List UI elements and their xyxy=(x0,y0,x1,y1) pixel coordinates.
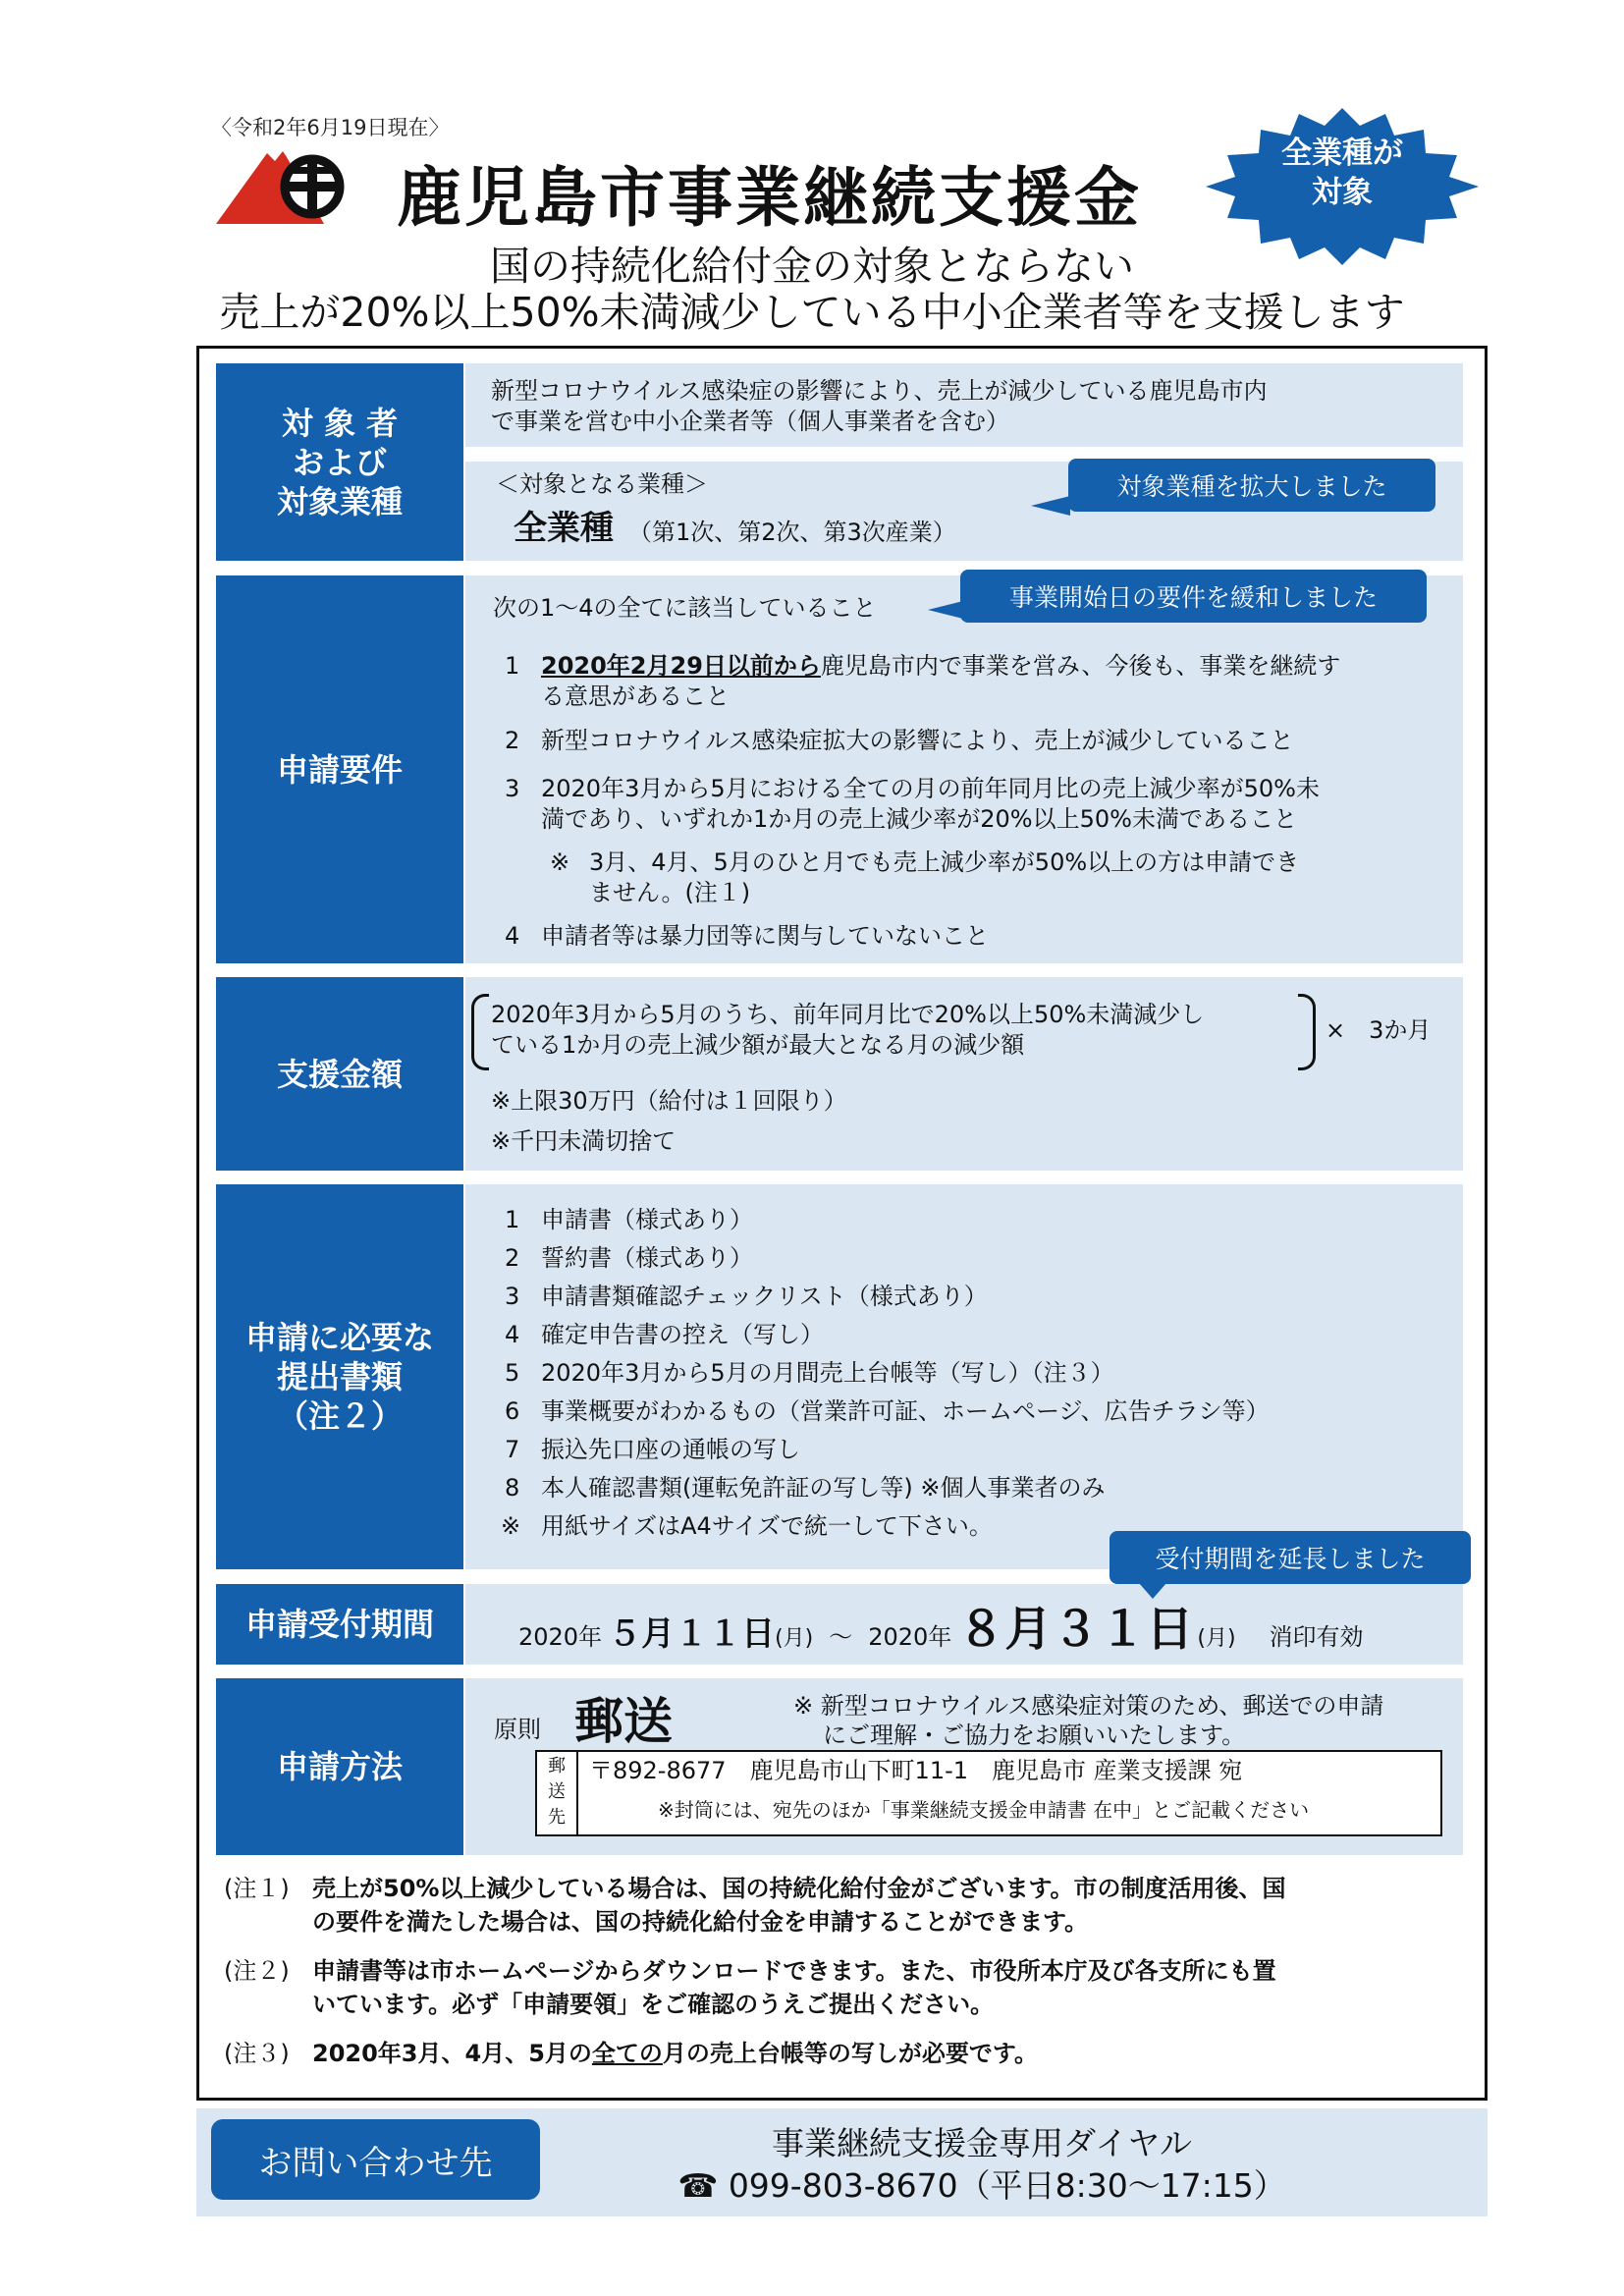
start-day: １１日 xyxy=(675,1614,776,1654)
note-3-prefix: (注３) xyxy=(224,2040,290,2067)
req-1-line1-rest: 鹿児島市内で事業を営み、今後も、事業を継続す xyxy=(820,652,1341,680)
req-2-num: 2 xyxy=(505,727,520,754)
dial-title: 事業継続支援金専用ダイヤル xyxy=(771,2124,1192,2162)
phone-icon: ☎ xyxy=(677,2166,719,2205)
doc-6-text: 事業概要がわかるもの（営業許可証、ホームページ、広告チラシ等） xyxy=(541,1397,1270,1425)
callout-industry-expanded: 対象業種を拡大しました xyxy=(1068,459,1435,512)
mailing-address: 〒892-8677 鹿児島市山下町11-1 鹿児島市 産業支援課 宛 xyxy=(589,1757,1243,1784)
amount-cap-note: ※上限30万円（給付は１回限り） xyxy=(491,1087,847,1115)
documents-label xyxy=(216,1184,463,1569)
doc-5-text: 2020年3月から5月の月間売上台帳等（写し）（注３） xyxy=(541,1359,1114,1387)
end-weekday: (月) xyxy=(1197,1626,1236,1651)
city-emblem-logo xyxy=(216,147,378,226)
phone-number[interactable]: 099-803-8670（平日8:30～17:15） xyxy=(728,2166,1286,2205)
doc-7-num: 7 xyxy=(505,1436,520,1463)
subtitle-line1: 国の持続化給付金の対象とならない xyxy=(490,243,1134,290)
industry-main: 全業種 xyxy=(514,509,614,548)
target-desc-line2: で事業を営む中小企業者等（個人事業者を含む） xyxy=(491,408,1009,435)
documents-label-line2: 提出書類 xyxy=(276,1358,403,1395)
note-1-line2: の要件を満たした場合は、国の持続化給付金を申請することができます。 xyxy=(312,1908,1089,1937)
end-day: ３１日 xyxy=(1052,1602,1194,1657)
doc-4-num: 4 xyxy=(505,1321,520,1348)
req-4-line1: 申請者等は暴力団等に関与していないこと xyxy=(541,922,989,950)
target-label-line1: 対 象 者 xyxy=(281,404,399,442)
end-year: 2020年 xyxy=(868,1623,952,1651)
doc-note-mark: ※ xyxy=(501,1512,521,1540)
end-month: ８月 xyxy=(957,1602,1053,1657)
industry-heading: ＜対象となる業種＞ xyxy=(496,470,708,498)
req-1-num: 1 xyxy=(505,652,520,680)
doc-note-text: 用紙サイズはA4サイズで統一して下さい。 xyxy=(541,1512,993,1540)
doc-2-num: 2 xyxy=(505,1244,520,1272)
req-3-num: 3 xyxy=(505,775,520,802)
note-3-part-a: 2020年3月、4月、5月の xyxy=(312,2040,592,2067)
doc-7-text: 振込先口座の通帳の写し xyxy=(541,1436,800,1463)
period-label: 申請受付期間 xyxy=(216,1584,463,1665)
doc-2-text: 誓約書（様式あり） xyxy=(541,1244,753,1272)
req-1-date: 2020年2月29日以前から xyxy=(541,652,821,680)
requirements-label: 申請要件 xyxy=(216,575,463,963)
badge-line1: 全業種が xyxy=(1281,136,1403,171)
start-month: ５月 xyxy=(608,1614,676,1654)
doc-3-text: 申請書類確認チェックリスト（様式あり） xyxy=(541,1283,988,1310)
contact-button[interactable]: お問い合わせ先 xyxy=(211,2119,540,2200)
documents-label-line1: 申請に必要な xyxy=(244,1319,434,1356)
doc-8-num: 8 xyxy=(505,1474,520,1502)
req-4-num: 4 xyxy=(505,922,520,950)
callout-tail xyxy=(928,601,963,619)
doc-5-num: 5 xyxy=(505,1359,520,1387)
doc-1-text: 申請書（様式あり） xyxy=(541,1206,753,1233)
addr-tag xyxy=(535,1754,578,1831)
addr-tag-char1: 郵 xyxy=(548,1756,566,1777)
target-label-line3: 対象業種 xyxy=(276,482,403,520)
req-1-line1 xyxy=(541,650,1340,683)
method-note-line1: ※ 新型コロナウイルス感染症対策のため、郵送での申請 xyxy=(793,1692,1384,1720)
note-2-line2: いています。必ず「申請要領」をご確認のうえご提出ください。 xyxy=(312,1991,995,2019)
doc-3-num: 3 xyxy=(505,1283,520,1310)
callout-tail xyxy=(1031,496,1070,516)
start-weekday: (月) xyxy=(775,1626,814,1651)
formula-multiplier: × 3か月 xyxy=(1326,1016,1432,1044)
period-tilde: ～ xyxy=(829,1623,853,1651)
period-dates xyxy=(518,1591,1364,1660)
doc-6-num: 6 xyxy=(505,1397,520,1425)
amount-rounding-note: ※千円未満切捨て xyxy=(491,1127,677,1155)
note-1-line1: 売上が50%以上減少している場合は、国の持続化給付金がございます。市の制度活用後、国 xyxy=(312,1875,1286,1902)
note-1 xyxy=(224,1872,1471,1939)
method-label: 申請方法 xyxy=(216,1678,463,1855)
method-principle: 原則 xyxy=(494,1716,541,1743)
req-1-line2: る意思があること xyxy=(541,683,730,710)
method-main: 郵送 xyxy=(574,1693,673,1750)
doc-8-text: 本人確認書類(運転免許証の写し等) ※個人事業者のみ xyxy=(541,1474,1106,1502)
note-3 xyxy=(224,2037,1471,2070)
note-2 xyxy=(224,1954,1471,2021)
doc-4-text: 確定申告書の控え（写し） xyxy=(541,1321,824,1348)
requirements-intro: 次の1～4の全てに該当していること xyxy=(493,594,877,622)
callout-start-date-relaxed: 事業開始日の要件を緩和しました xyxy=(960,570,1427,623)
addr-tag-char2: 送 xyxy=(548,1781,566,1802)
badge-line2: 対象 xyxy=(1312,175,1373,210)
note-3-line1 xyxy=(312,2037,1471,2070)
req-3-line1: 2020年3月から5月における全ての月の前年同月比の売上減少率が50%未 xyxy=(541,775,1320,802)
req-3-line2: 満であり、いずれか1か月の売上減少率が20%以上50%未満であること xyxy=(541,805,1297,833)
req-note-line2: ません。(注１) xyxy=(589,879,751,906)
formula-close-bracket xyxy=(1298,994,1316,1070)
target-label-line2: および xyxy=(292,443,387,481)
envelope-note: ※封筒には、宛先のほか「事業継続支援金申請書 在中」とご記載ください xyxy=(658,1798,1310,1822)
note-1-prefix: (注１) xyxy=(224,1875,290,1902)
doc-1-num: 1 xyxy=(505,1206,520,1233)
formula-open-bracket xyxy=(471,994,489,1070)
postmark-validity: 消印有効 xyxy=(1269,1623,1364,1651)
industry-detail: （第1次、第2次、第3次産業） xyxy=(628,519,956,546)
note-2-line1: 申請書等は市ホームページからダウンロードできます。また、市役所本庁及び各支所にも置 xyxy=(312,1957,1276,1985)
note-3-part-b: 全ての xyxy=(591,2040,663,2067)
req-note-mark: ※ xyxy=(550,848,570,876)
note-2-prefix: (注２) xyxy=(224,1957,290,1985)
callout-period-extended: 受付期間を延長しました xyxy=(1110,1531,1471,1584)
date-note: 〈令和2年6月19日現在〉 xyxy=(211,116,450,139)
subtitle-line2: 売上が20%以上50%未満減少している中小企業者等を支援します xyxy=(219,289,1405,336)
req-2-line1: 新型コロナウイルス感染症拡大の影響により、売上が減少していること xyxy=(541,727,1294,754)
target-desc-line1: 新型コロナウイルス感染症の影響により、売上が減少している鹿児島市内 xyxy=(491,377,1268,405)
note-3-part-c: 月の売上台帳等の写しが必要です。 xyxy=(662,2040,1038,2067)
req-note-line1: 3月、4月、5月のひと月でも売上減少率が50%以上の方は申請でき xyxy=(589,848,1300,876)
documents-label-line3: （注２） xyxy=(276,1397,403,1435)
amount-label: 支援金額 xyxy=(216,977,463,1171)
formula-line2: ている1か月の売上減少額が最大となる月の減少額 xyxy=(491,1031,1025,1059)
addr-tag-char3: 先 xyxy=(548,1807,566,1828)
start-year: 2020年 xyxy=(518,1623,603,1651)
target-label xyxy=(216,363,463,561)
page-title: 鹿児島市事業継続支援金 xyxy=(397,160,1142,236)
method-note-line2: にご理解・ご協力をお願いいたします。 xyxy=(823,1722,1246,1749)
phone-line xyxy=(589,2160,1375,2207)
all-industries-badge xyxy=(1206,134,1479,212)
formula-line1: 2020年3月から5月のうち、前年同月比で20%以上50%未満減少し xyxy=(491,1001,1205,1028)
